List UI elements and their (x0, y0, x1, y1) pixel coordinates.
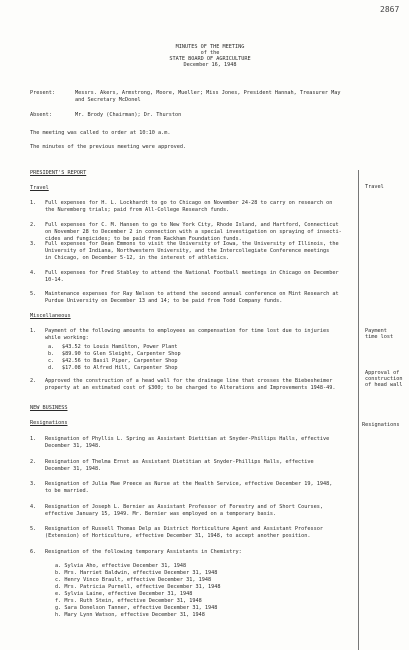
payment-item: $17.08 to Alfred Hill, Carpenter Shop (62, 365, 178, 371)
travel-item-5: Maintenance expenses for Ray Nelson to attend the second annual conference on Mint Research at (45, 291, 339, 297)
resignation-item: to be married. (45, 488, 89, 494)
payment-key: c. (48, 358, 55, 364)
misc-item-1-num: 1. (30, 328, 37, 334)
present-label: Present: (30, 90, 55, 96)
header-board: STATE BOARD OF AGRICULTURE (169, 56, 251, 62)
misc-item-2-num: 2. (30, 378, 37, 384)
misc-item-1: while working: (45, 335, 89, 341)
margin-travel: Travel (365, 184, 384, 190)
resignation-item: Resignation of Julia Mae Preece as Nurse at the Health Service, effective December 19, 1948, (45, 481, 333, 487)
chemistry-assistant: a. Sylvia Aho, effective December 31, 1948 (55, 563, 187, 569)
resignations-heading: Resignations (30, 420, 68, 426)
resignation-item: Resignation of Phyllis L. Spring as Assistant Dietitian at Snyder-Phillips Halls, effective (45, 436, 330, 442)
travel-item-4: Full expenses for Fred Stabley to attend the National Football meetings in Chicago on December (45, 270, 339, 276)
resignation-item: Resignation of Joseph L. Bernier as Assistant Professor of Forestry and of Short Courses, (45, 504, 323, 510)
chemistry-assistant: b. Mrs. Harriet Baldwin, effective December 31, 1948 (55, 570, 218, 576)
payment-item: $43.52 to Louis Hamilton, Power Plant (62, 344, 178, 350)
resignation-num: 4. (30, 504, 37, 510)
resignation-item: Resignation of Russell Thomas Delp as District Horticulture Agent and Assistant Professor (45, 526, 323, 532)
present-line-1: Messrs. Akers, Armstrong, Moore, Mueller; Miss Jones, President Hannah, Treasurer May (75, 90, 341, 96)
margin-approval: Approval of (365, 370, 400, 376)
absent-text: Mr. Brody (Chairman); Dr. Thurston (75, 112, 182, 118)
chemistry-assistant: h. Mary Lynn Watson, effective December 31, 1948 (55, 612, 205, 618)
travel-item-3-num: 3. (30, 241, 37, 247)
misc-item-2: property at an estimated cost of $300; to be charged to Alterations and Improvements 1948-49. (45, 385, 336, 391)
resignation-num: 6. (30, 549, 37, 555)
present-line-2: and Secretary McDonel (75, 97, 141, 103)
travel-item-2-num: 2. (30, 222, 37, 228)
chemistry-assistant: e. Sylvia Laine, effective December 31, 1948 (55, 591, 193, 597)
margin-head-wall: of head wall (365, 382, 403, 388)
travel-item-2: cides and fungicides; to be paid from Rackham Foundation funds. (45, 236, 242, 242)
margin-payment: Payment (365, 328, 387, 334)
new-business-heading: NEW BUSINESS (30, 405, 68, 411)
resignation-item: effective January 15, 1949. Mr. Bernier was employed on a temporary basis. (45, 511, 277, 517)
chemistry-assistant: g. Sara Donelson Tanner, effective December 31, 1948 (55, 605, 218, 611)
travel-item-4: 10-14. (45, 277, 64, 283)
resignation-item: December 31, 1948. (45, 466, 102, 472)
travel-item-1-num: 1. (30, 200, 37, 206)
chemistry-assistant: c. Henry Vinco Brault, effective December 31, 1948 (55, 577, 212, 583)
travel-item-5: Purdue University on December 13 and 14; to be paid from Todd Company funds. (45, 298, 283, 304)
travel-item-5-num: 5. (30, 291, 37, 297)
payment-key: d. (48, 365, 55, 371)
minutes-approved: The minutes of the previous meeting were approved. (30, 144, 187, 150)
resignation-item: (Extension) of Horticulture, effective December 31, 1948, to accept another position. (45, 533, 311, 539)
resignation-item: Resignation of the following temporary Assistants in Chemistry: (45, 549, 242, 555)
header-date: December 16, 1948 (183, 62, 237, 68)
misc-item-2: Approved the construction of a head wall for the drainage line that crosses the Biebesheimer (45, 378, 333, 384)
absent-label: Absent: (30, 112, 52, 118)
payment-key: b. (48, 351, 55, 357)
travel-item-2: on November 28 to December 2 in connection with a special investigation on spraying of insecti- (45, 229, 342, 235)
travel-item-2: Full expenses for C. M. Hansen to go to New York City, Rhode Island, and Hartford, Connecticut (45, 222, 339, 228)
travel-item-4-num: 4. (30, 270, 37, 276)
resignation-num: 3. (30, 481, 37, 487)
payment-item: $42.56 to Basil Piper, Carpenter Shop (62, 358, 178, 364)
travel-item-3: in Chicago, on December 5-12, in the interest of athletics. (45, 255, 230, 261)
payment-item: $89.90 to Glen Sleight, Carpenter Shop (62, 351, 181, 357)
page-number: 2867 (380, 5, 400, 14)
resignation-item: December 31, 1948. (45, 443, 102, 449)
resignation-num: 5. (30, 526, 37, 532)
presidents-report-heading: PRESIDENT'S REPORT (30, 170, 87, 176)
margin-time-lost: time lost (365, 334, 394, 340)
travel-item-1: Full expenses for H. L. Lockhardt to go to Chicago on November 24-28 to carry on research on (45, 200, 333, 206)
resignation-item: Resignation of Thelma Ernst as Assistant Dietitian at Snyder-Phillips Halls, effective (45, 459, 314, 465)
travel-item-3: University of Indiana, Northwestern University, and the Intercollegiate Conference meetings (45, 248, 330, 254)
travel-item-3: Full expenses for Dean Emmons to visit the University of Iowa, the University of Illinois, the (45, 241, 339, 247)
meeting-called: The meeting was called to order at 10:10 a.m. (30, 130, 171, 136)
misc-item-1: Payment of the following amounts to employees as compensation for time lost due to injuries (45, 328, 330, 334)
payment-key: a. (48, 344, 55, 350)
resignation-num: 2. (30, 459, 37, 465)
chemistry-assistant: d. Mrs. Patricia Purnell, effective December 31, 1948 (55, 584, 221, 590)
resignation-num: 1. (30, 436, 37, 442)
header-title: MINUTES OF THE MEETING (175, 44, 245, 50)
header-of: of the (200, 50, 220, 56)
chemistry-assistant: f. Mrs. Ruth Stein, effective December 31, 1948 (55, 598, 202, 604)
margin-rule (358, 170, 359, 650)
misc-heading: Miscellaneous (30, 313, 71, 319)
travel-heading: Travel (30, 185, 49, 191)
travel-item-1: the Nuremberg trials; paid from All-College Research funds. (45, 207, 230, 213)
margin-resignations: Resignations (362, 422, 400, 428)
margin-construction: construction (365, 376, 403, 382)
